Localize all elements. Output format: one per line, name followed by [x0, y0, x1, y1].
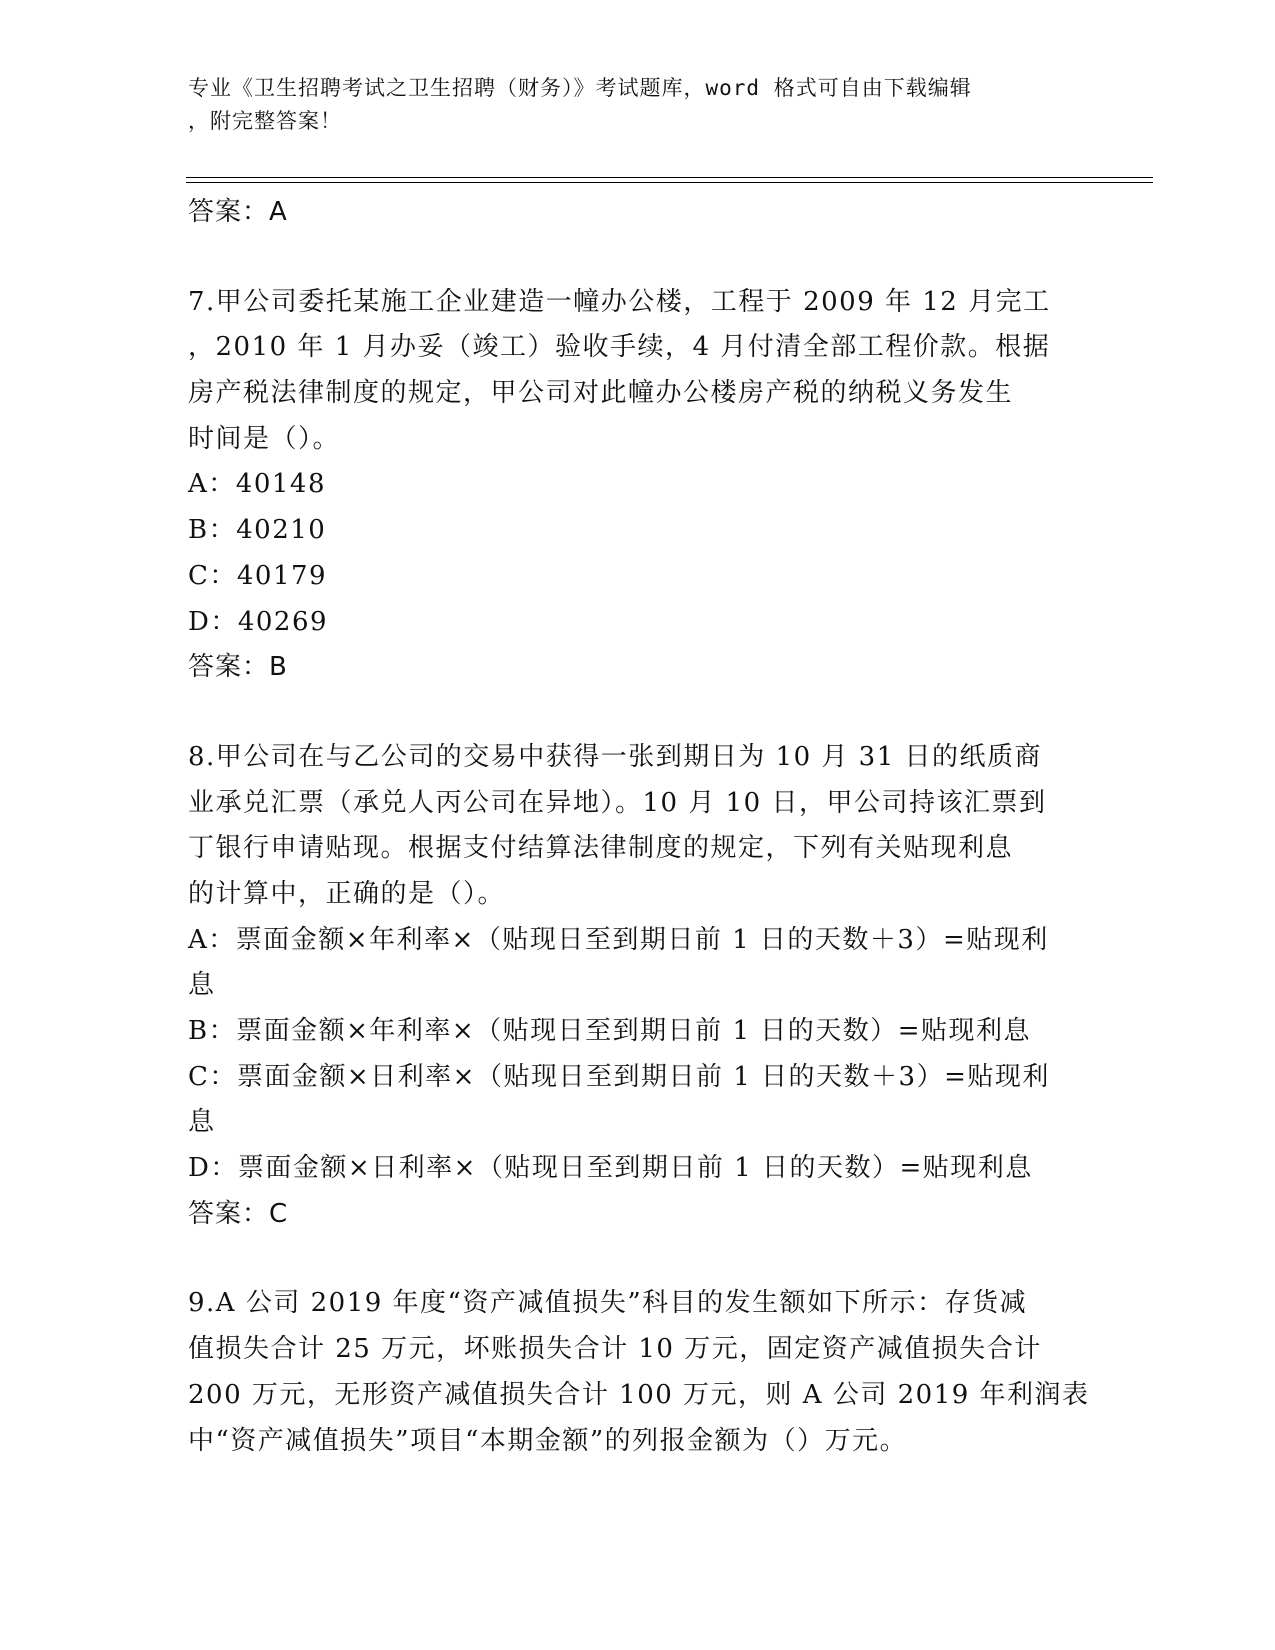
question-text-line: 丁银行申请贴现。根据支付结算法律制度的规定，下列有关贴现利息 [188, 833, 1014, 864]
question-block [188, 280, 1088, 691]
question-text-line: 7.甲公司委托某施工企业建造一幢办公楼，工程于 2009 年 12 月完工 [188, 286, 1051, 317]
question-block [188, 735, 1088, 1238]
header-line-2: ，附完整答案！ [188, 109, 342, 133]
option-c: C：40179 [188, 560, 328, 591]
option-b: B：40210 [188, 515, 327, 546]
option-a-continued: 息 [188, 970, 216, 1001]
question-text-line: 房产税法律制度的规定，甲公司对此幢办公楼房产税的纳税义务发生 [188, 378, 1014, 409]
question-text-line: 值损失合计 25 万元，坏账损失合计 10 万元，固定资产减值损失合计 [188, 1334, 1042, 1365]
option-b: B：票面金额×年利率×（贴现日至到期日前 1 日的天数）=贴现利息 [188, 1016, 1032, 1046]
question-text-line: 9.A 公司 2019 年度“资产减值损失”科目的发生额如下所示：存货减 [188, 1288, 1028, 1319]
option-a: A：票面金额×年利率×（贴现日至到期日前 1 日的天数＋3）=贴现利 [188, 924, 1049, 955]
question-text-line: 中“资产减值损失”项目“本期金额”的列报金额为（）万元。 [188, 1425, 908, 1456]
question-text-line: 200 万元，无形资产减值损失合计 100 万元，则 A 公司 2019 年利润表 [188, 1379, 1090, 1410]
option-d: D：40269 [188, 606, 329, 637]
answer-label: 答案：B [188, 652, 288, 683]
option-d: D：票面金额×日利率×（贴现日至到期日前 1 日的天数）=贴现利息 [188, 1153, 1033, 1184]
question-block [188, 1281, 1088, 1464]
question-text-line: 8.甲公司在与乙公司的交易中获得一张到期日为 10 月 31 日的纸质商 [188, 741, 1043, 772]
question-text-line: 的计算中，正确的是（）。 [188, 878, 506, 909]
header-divider-top [186, 177, 1153, 178]
option-c: C：票面金额×日利率×（贴现日至到期日前 1 日的天数＋3）=贴现利 [188, 1061, 1050, 1092]
document-body [188, 190, 1088, 1464]
answer-label: 答案：C [188, 1198, 289, 1229]
question-text-line: 业承兑汇票（承兑人丙公司在异地）。10 月 10 日，甲公司持该汇票到 [188, 787, 1047, 818]
document-header [188, 72, 1068, 138]
option-c-continued: 息 [188, 1107, 216, 1138]
header-divider-bottom [186, 182, 1153, 183]
option-a: A：40148 [188, 469, 326, 500]
question-text-line: 时间是（）。 [188, 423, 341, 454]
header-line-1: 专业《卫生招聘考试之卫生招聘（财务）》考试题库，word 格式可自由下载编辑 [188, 76, 972, 100]
question-text-line: ，2010 年 1 月办妥（竣工）验收手续，4 月付清全部工程价款。根据 [188, 332, 1051, 363]
answer-previous: 答案：A [188, 197, 288, 227]
